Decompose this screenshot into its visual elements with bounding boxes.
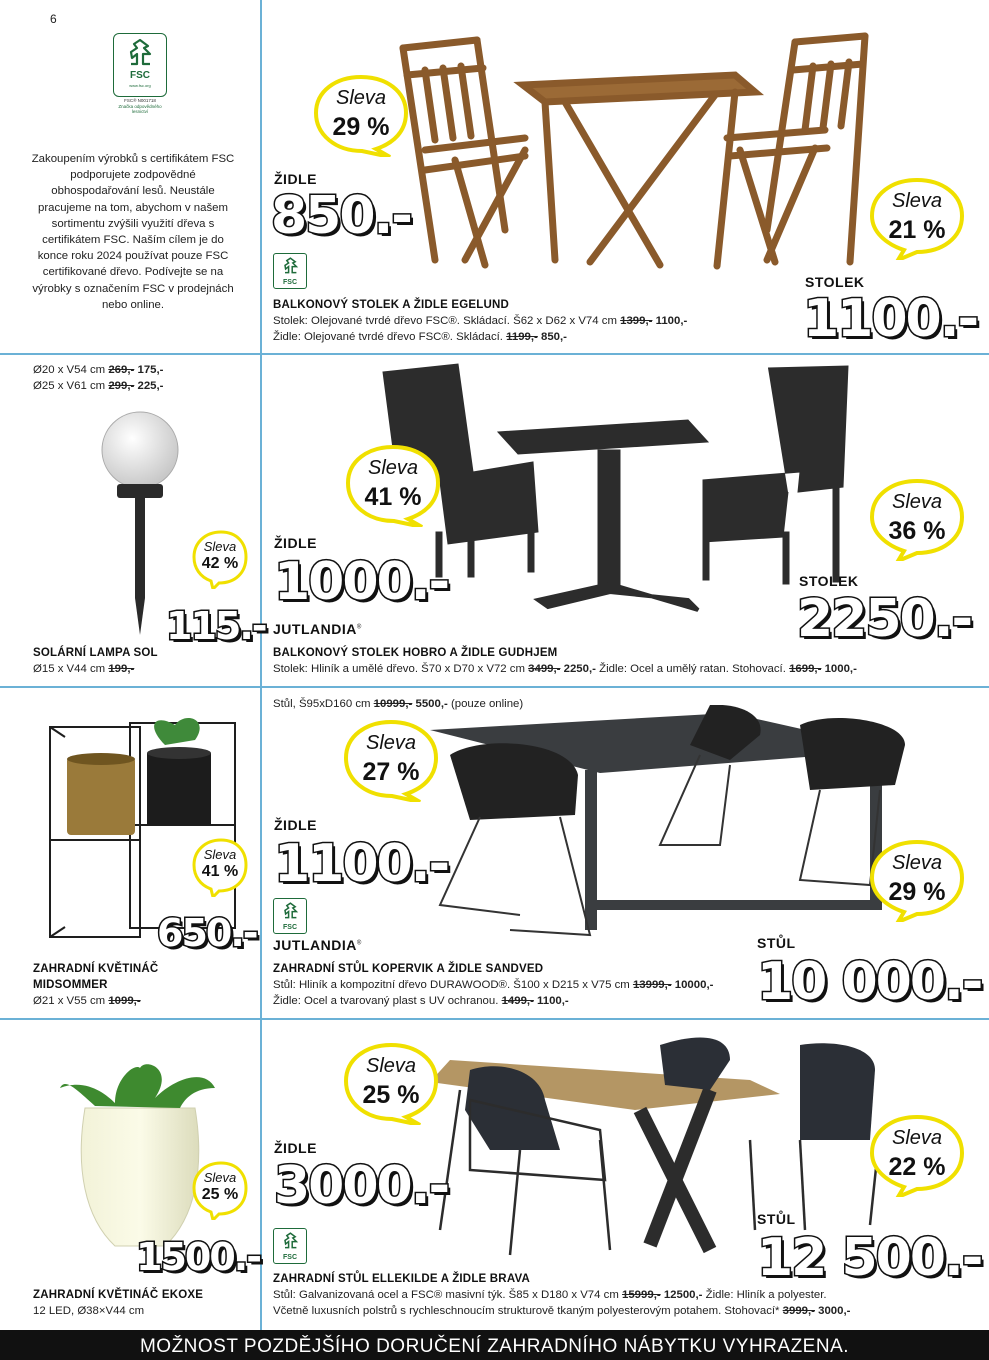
fsc-small-label: FSC <box>283 924 297 931</box>
row-divider <box>0 353 989 355</box>
discount-word: Sleva <box>203 539 237 554</box>
fsc-note: Značka odpovědného lesnictví <box>118 104 162 114</box>
discount-bubble <box>312 73 410 157</box>
product-spec-line: Stolek: Olejované tvrdé dřevo FSC®. Skládací. Š62 x D62 x V74 cm 1399,- 1100,- <box>273 315 688 327</box>
product-note: Stůl, Š95xD160 cm 10999,- 5500,- (pouze online) <box>273 698 524 710</box>
fsc-small-logo <box>273 1228 307 1264</box>
brand-logo: JUTLANDIA® <box>273 621 362 637</box>
brand-logo: JUTLANDIA® <box>273 937 362 953</box>
fsc-tree-icon <box>282 257 300 275</box>
discount-value: 36 % <box>888 517 946 545</box>
product-title: ZAHRADNÍ STŮL KOPERVIK A ŽIDLE SANDVED <box>273 963 544 975</box>
discount-value: 29 % <box>888 878 946 906</box>
discount-value: 41 % <box>364 483 422 511</box>
chair-label: ŽIDLE <box>274 535 317 551</box>
ellekilde-furniture-image <box>410 1030 890 1260</box>
discount-word: Sleva <box>891 190 943 212</box>
product-title: BALKONOVÝ STOLEK A ŽIDLE EGELUND <box>273 299 509 311</box>
footer-banner: MOŽNOST POZDĚJŠÍHO DORUČENÍ ZAHRADNÍHO NÁBYTKU VYHRAZENA. <box>0 1330 989 1360</box>
discount-word: Sleva <box>335 87 387 109</box>
column-divider <box>260 0 262 1330</box>
discount-value: 27 % <box>362 758 420 786</box>
table-label: STŮL <box>757 1211 796 1227</box>
chair-price: 1100.- <box>274 834 449 894</box>
product-spec-line: Ø21 x V55 cm 1099,- <box>33 995 141 1007</box>
discount-value: 25 % <box>362 1081 420 1109</box>
chair-label: ŽIDLE <box>274 1140 317 1156</box>
discount-word: Sleva <box>891 1127 943 1149</box>
discount-bubble <box>868 838 966 922</box>
chair-label: ŽIDLE <box>274 817 317 833</box>
product-spec-line: Židle: Olejované tvrdé dřevo FSC®. Skládací. 1199,- 850,- <box>273 331 567 343</box>
discount-bubble <box>191 1160 249 1220</box>
discount-bubble <box>868 477 966 561</box>
fsc-info-text: Zakoupením výrobků s certifikátem FSC podporujete zodpovědné obhospodařování lesů. Neustále pracujeme na tom, abychom v našem sortimentu zvýšili využití dřeva s certifikátem FSC. Naším cílem je do konce roku 2024 používat pouze FSC certifikované dřevo. Podívejte se na výrobky s označením FSC v prodejnách nebo online. <box>31 153 235 311</box>
ekoxe-planter-image <box>55 1058 225 1253</box>
discount-bubble <box>344 443 442 527</box>
product-title: SOLÁRNÍ LAMPA SOL <box>33 647 158 659</box>
table-price: 1100.- <box>803 289 978 349</box>
kopervik-furniture-image <box>400 705 910 945</box>
chair-price: 3000.- <box>274 1156 449 1216</box>
discount-value: 29 % <box>332 113 390 141</box>
fsc-tree-icon <box>128 38 154 68</box>
discount-bubble <box>191 529 249 589</box>
fsc-logo-site: www.fsc.org <box>129 83 151 88</box>
fsc-small-label: FSC <box>283 279 297 286</box>
product-title: MIDSOMMER <box>33 979 108 991</box>
product-title: ZAHRADNÍ STŮL ELLEKILDE A ŽIDLE BRAVA <box>273 1273 530 1285</box>
discount-word: Sleva <box>891 491 943 513</box>
chair-label: ŽIDLE <box>274 171 317 187</box>
fsc-small-logo <box>273 253 307 289</box>
fsc-logo <box>113 33 167 97</box>
discount-word: Sleva <box>365 1055 417 1077</box>
discount-value: 22 % <box>888 1153 946 1181</box>
product-spec-line: Ø15 x V44 cm 199,- <box>33 663 135 675</box>
discount-value: 25 % <box>201 1186 239 1203</box>
product-spec-line: Stůl: Galvanizovaná ocel a FSC® masivní týk. Š85 x D180 x V74 cm 15999,- 12500,- Židle: Hliník a polyester. <box>273 1289 827 1301</box>
product-spec-line: Stůl: Hliník a kompozitní dřevo DURAWOOD®. Š100 x D215 x V75 cm 13999,- 10000,- <box>273 979 714 991</box>
discount-bubble <box>868 176 966 260</box>
discount-value: 21 % <box>888 216 946 244</box>
table-price: 10 000.- <box>757 952 982 1012</box>
product-spec-line: Stolek: Hliník a umělé dřevo. Š70 x D70 x V72 cm 3499,- 2250,- Židle: Ocel a umělý ratan. Stohovací. 1699,- 1000,- <box>273 663 857 675</box>
product-price: 1500.- <box>136 1235 260 1279</box>
discount-value: 42 % <box>201 555 239 572</box>
page-number: 6 <box>50 12 57 26</box>
fsc-small-logo <box>273 898 307 934</box>
product-title: ZAHRADNÍ KVĚTINÁČ <box>33 963 159 975</box>
hobro-furniture-image <box>378 362 858 617</box>
fsc-tree-icon <box>282 1232 300 1250</box>
discount-word: Sleva <box>891 852 943 874</box>
product-spec-line: Židle: Ocel a tvarovaný plast s UV ochranou. 1499,- 1100,- <box>273 995 569 1007</box>
discount-bubble <box>342 1041 440 1125</box>
discount-word: Sleva <box>203 1170 237 1185</box>
row-divider <box>0 686 989 688</box>
product-price: 650.- <box>157 911 257 955</box>
product-title: ZAHRADNÍ KVĚTINÁČ EKOXE <box>33 1289 204 1301</box>
fsc-small-label: FSC <box>283 1254 297 1261</box>
row-divider <box>0 1018 989 1020</box>
fsc-tree-icon <box>282 902 300 920</box>
size-option: Ø25 x V61 cm 299,- 225,- <box>33 380 164 392</box>
product-spec-line: 12 LED, Ø38×V44 cm <box>33 1305 145 1317</box>
discount-bubble <box>342 718 440 802</box>
discount-bubble <box>868 1113 966 1197</box>
discount-word: Sleva <box>203 847 237 862</box>
product-price: 115.- <box>166 604 266 648</box>
fsc-logo-label: FSC <box>130 70 150 81</box>
chair-price: 1000.- <box>274 552 449 612</box>
table-label: STOLEK <box>799 573 859 589</box>
discount-bubble <box>191 837 249 897</box>
table-price: 12 500.- <box>757 1228 982 1288</box>
chair-price: 850.- <box>271 186 411 246</box>
table-price: 2250.- <box>797 589 972 649</box>
size-option: Ø20 x V54 cm 269,- 175,- <box>33 364 164 376</box>
discount-value: 41 % <box>201 863 239 880</box>
product-title: BALKONOVÝ STOLEK HOBRO A ŽIDLE GUDHJEM <box>273 647 558 659</box>
table-label: STOLEK <box>805 274 865 290</box>
discount-word: Sleva <box>365 732 417 754</box>
table-label: STŮL <box>757 935 796 951</box>
fsc-code: FSC® N001718 <box>124 98 156 103</box>
discount-word: Sleva <box>367 457 419 479</box>
product-spec-line: Včetně luxusních polstrů s rychleschnoucím strukturově tkaným polyesterovým potahem. Stohovací* 3999,- 3000,- <box>273 1305 851 1317</box>
